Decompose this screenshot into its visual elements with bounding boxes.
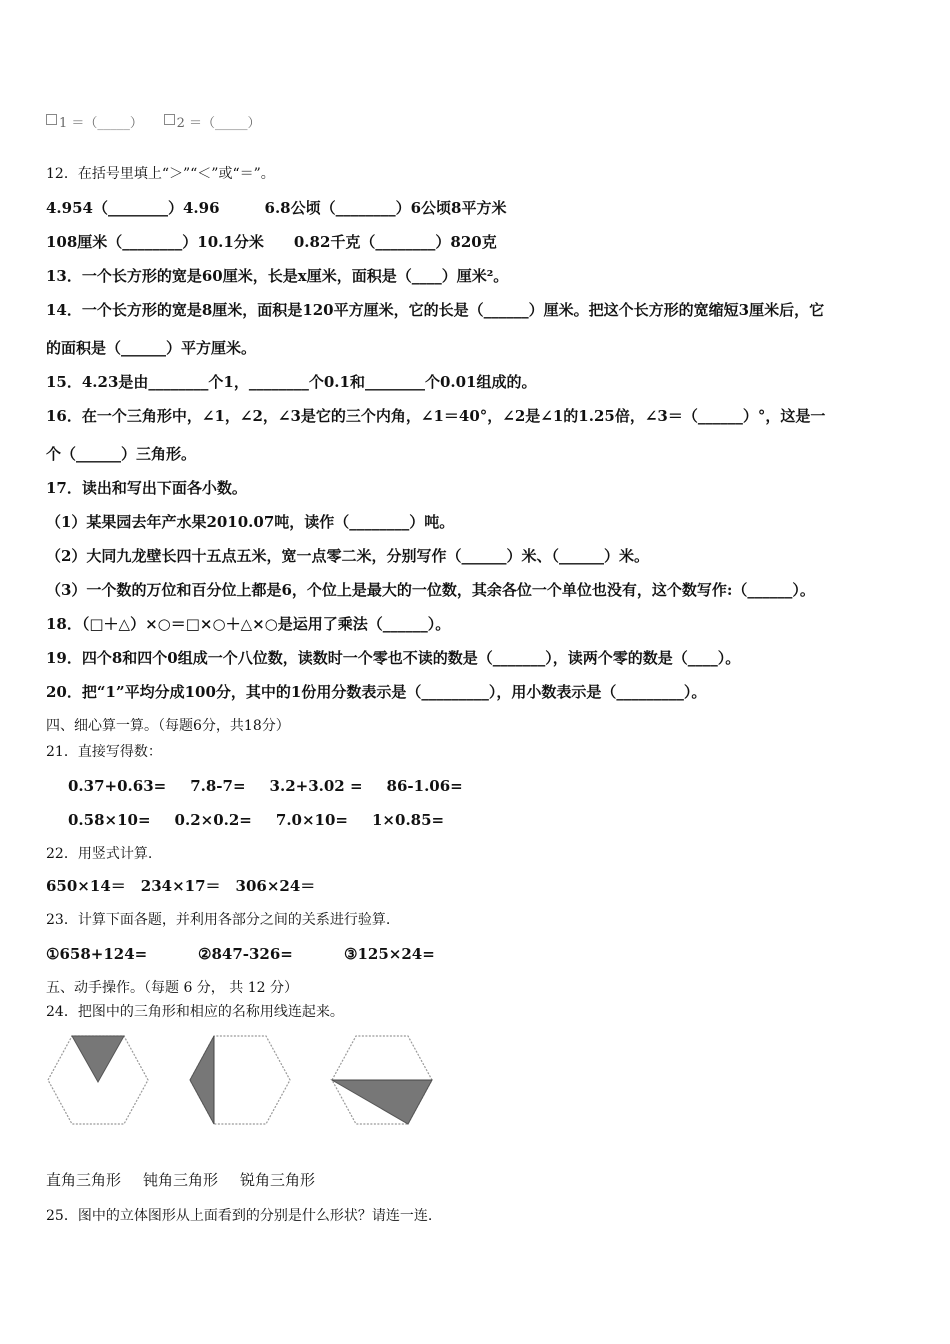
hexagon-right	[190, 1036, 290, 1124]
section4-title: 四、细心算一算。（每题6分，共18分）	[46, 718, 290, 734]
q17-part3: （3）一个数的万位和百分位上都是6，个位上是最大的一位数，其余各位一个单位也没有，这个数写作:（______）。	[46, 581, 815, 599]
angle-2-blank: ＝（_____）	[189, 116, 261, 131]
calc-item: 3.2+3.02 =	[269, 777, 363, 795]
q13-stem: 13．一个长方形的宽是60厘米，长是x厘米，面积是（____）厘米²。	[46, 267, 509, 285]
q24-stem: 24．把图中的三角形和相应的名称用线连起来。	[46, 1004, 344, 1020]
q23-stem: 23．计算下面各题，并利用各部分之间的关系进行验算.	[46, 912, 391, 928]
q22-items: 650×14＝ 234×17＝ 306×24＝	[46, 877, 316, 895]
q21-stem: 21．直接写得数：	[46, 744, 162, 760]
q17-part1: （1）某果园去年产水果2010.07吨，读作（________）吨。	[46, 513, 455, 531]
angle-blanks	[46, 112, 261, 131]
q17-part2: （2）大同九龙壁长四十五点五米，宽一点零二米，分别写作（______）米、（______）米。	[46, 547, 649, 565]
q12-row2: 108厘米（________）10.1分米 0.82千克（________）820克	[46, 233, 497, 251]
q21-row2	[68, 810, 468, 830]
calc-item: 0.37+0.63=	[68, 777, 167, 795]
calc-item: 0.2×0.2=	[174, 811, 252, 829]
triangle-name-acute: 锐角三角形	[240, 1171, 316, 1189]
q15-stem: 15．4.23是由________个1，________个0.1和________个0.01组成的。	[46, 373, 537, 391]
angle-2-label: 2	[176, 116, 185, 131]
q20-stem: 20．把“1”平均分成100分，其中的1份用分数表示是（_________），用小数表示是（_________）。	[46, 683, 707, 701]
triangle-figures	[40, 1030, 450, 1130]
angle-1-label: 1	[59, 116, 68, 131]
angle-icon	[164, 114, 175, 125]
hexagon-obtuse	[332, 1036, 432, 1124]
q21-row1	[68, 776, 487, 796]
q23-item-3: ③125×24=	[344, 945, 435, 963]
q14-line2: 的面积是（______）平方厘米。	[46, 339, 257, 357]
calc-item: 1×0.85=	[372, 811, 445, 829]
q12-stem: 12．在括号里填上“＞”“＜”或“＝”。	[46, 166, 275, 182]
calc-item: 7.8-7=	[190, 777, 246, 795]
angle-1-blank: ＝（_____）	[71, 116, 143, 131]
calc-item: 0.58×10=	[68, 811, 151, 829]
q14-line1: 14．一个长方形的宽是8厘米，面积是120平方厘米，它的长是（______）厘米。把这个长方形的宽缩短3厘米后，它	[46, 301, 825, 319]
q18-stem: 18．（□＋△）×○＝□×○＋△×○是运用了乘法（______）。	[46, 615, 451, 633]
q16-line2: 个（______）三角形。	[46, 445, 197, 463]
q22-stem: 22．用竖式计算.	[46, 846, 153, 862]
triangle-name-right: 直角三角形	[46, 1171, 122, 1189]
triangle-name-obtuse: 钝角三角形	[143, 1171, 219, 1189]
q17-stem: 17．读出和写出下面各小数。	[46, 479, 247, 497]
section5-title: 五、动手操作。（每题 6 分， 共 12 分）	[46, 980, 298, 996]
calc-item: 86-1.06=	[386, 777, 463, 795]
q23-item-2: ②847-326=	[198, 945, 293, 963]
calc-item: 7.0×10=	[275, 811, 348, 829]
q23-item-1: ①658+124=	[46, 945, 148, 963]
q16-line1: 16．在一个三角形中，∠1，∠2，∠3是它的三个内角，∠1＝40°，∠2是∠1的1.25倍，∠3＝（______）°，这是一	[46, 407, 826, 425]
q19-stem: 19．四个8和四个0组成一个八位数，读数时一个零也不读的数是（_______），读两个零的数是（____）。	[46, 649, 741, 667]
hexagon-acute	[48, 1036, 148, 1124]
q24-names	[46, 1170, 337, 1190]
q25-stem: 25．图中的立体图形从上面看到的分别是什么形状？请连一连.	[46, 1208, 433, 1224]
angle-icon	[46, 114, 57, 125]
q23-items	[46, 944, 435, 964]
q12-row1: 4.954（________）4.96 6.8公顷（________）6公顷8平方米	[46, 199, 507, 217]
